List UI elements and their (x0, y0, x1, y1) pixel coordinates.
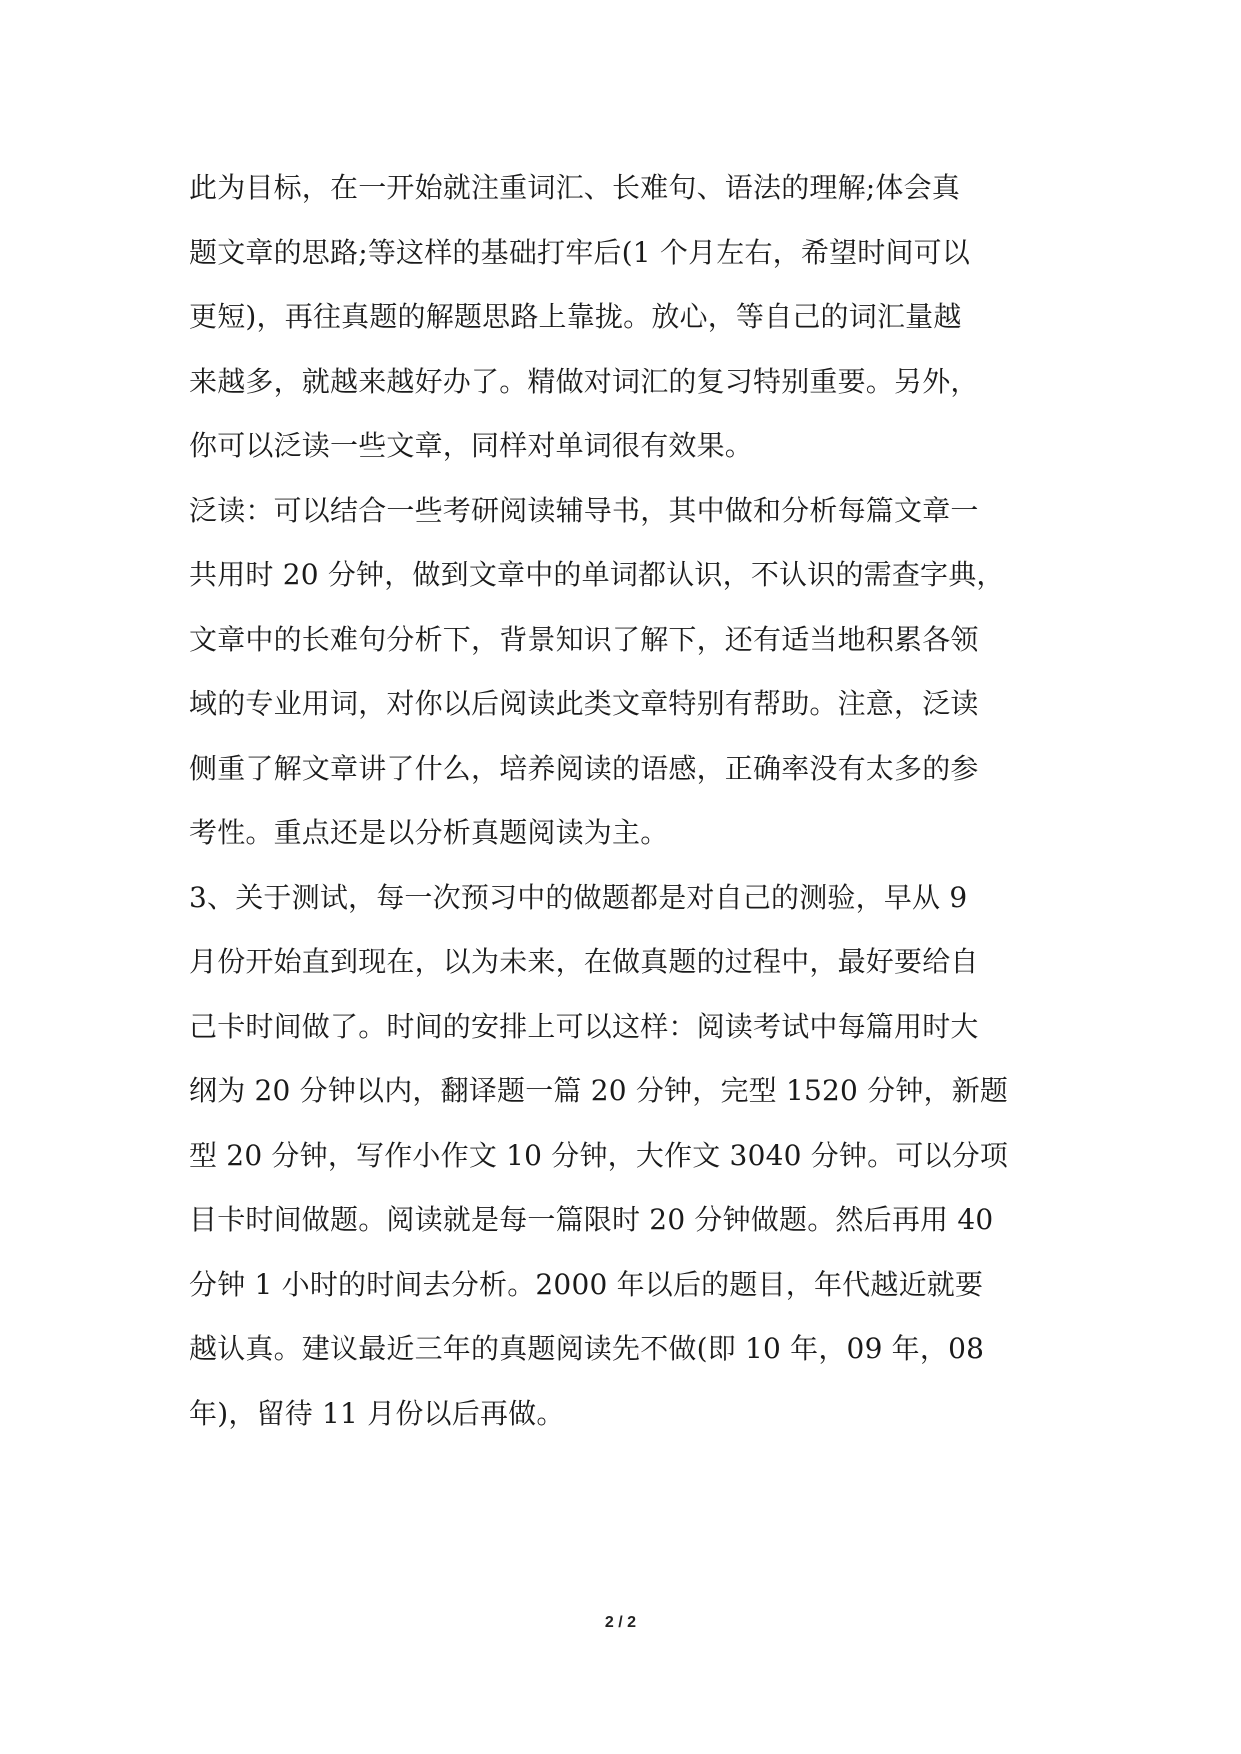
text-line: 来越多，就越来越好办了。精做对词汇的复习特别重要。另外， (189, 364, 979, 398)
text-line: 月份开始直到现在，以为未来，在做真题的过程中，最好要给自 (189, 945, 979, 978)
text-line: 泛读：可以结合一些考研阅读辅导书，其中做和分析每篇文章一 (189, 493, 979, 527)
text-line: 3、关于测试，每一次预习中的做题都是对自己的测验，早从 9 (189, 880, 968, 914)
text-line: 此为目标，在一开始就注重词汇、长难句、语法的理解;体会真 (189, 171, 961, 204)
text-line: 目卡时间做题。阅读就是每一篇限时 20 分钟做题。然后再用 40 (189, 1203, 994, 1236)
text-line: 己卡时间做了。时间的安排上可以这样：阅读考试中每篇用时大 (189, 1009, 979, 1043)
page-number: 2 / 2 (604, 1614, 637, 1631)
text-line: 分钟 1 小时的时间去分析。2000 年以后的题目，年代越近就要 (189, 1267, 984, 1301)
text-line: 你可以泛读一些文章，同样对单词很有效果。 (189, 429, 754, 462)
text-line: 纲为 20 分钟以内，翻译题一篇 20 分钟，完型 1520 分钟，新题 (189, 1074, 1009, 1107)
text-line: 侧重了解文章讲了什么，培养阅读的语感，正确率没有太多的参 (189, 751, 979, 785)
text-line: 考性。重点还是以分析真题阅读为主。 (189, 816, 669, 849)
text-line: 共用时 20 分钟，做到文章中的单词都认识，不认识的需查字典， (189, 558, 1005, 591)
text-line: 型 20 分钟，写作小作文 10 分钟，大作文 3040 分钟。可以分项 (189, 1138, 1009, 1172)
text-line: 域的专业用词，对你以后阅读此类文章特别有帮助。注意，泛读 (189, 687, 979, 720)
text-line: 年)，留待 11 月份以后再做。 (189, 1396, 565, 1430)
document-body (189, 156, 1059, 1446)
text-line: 更短)，再往真题的解题思路上靠拢。放心，等自己的词汇量越 (189, 300, 962, 333)
text-line: 题文章的思路;等这样的基础打牢后(1 个月左右，希望时间可以 (189, 235, 971, 269)
text-line: 文章中的长难句分析下，背景知识了解下，还有适当地积累各领 (189, 622, 979, 656)
text-line: 越认真。建议最近三年的真题阅读先不做(即 10 年，09 年，08 (189, 1332, 985, 1365)
